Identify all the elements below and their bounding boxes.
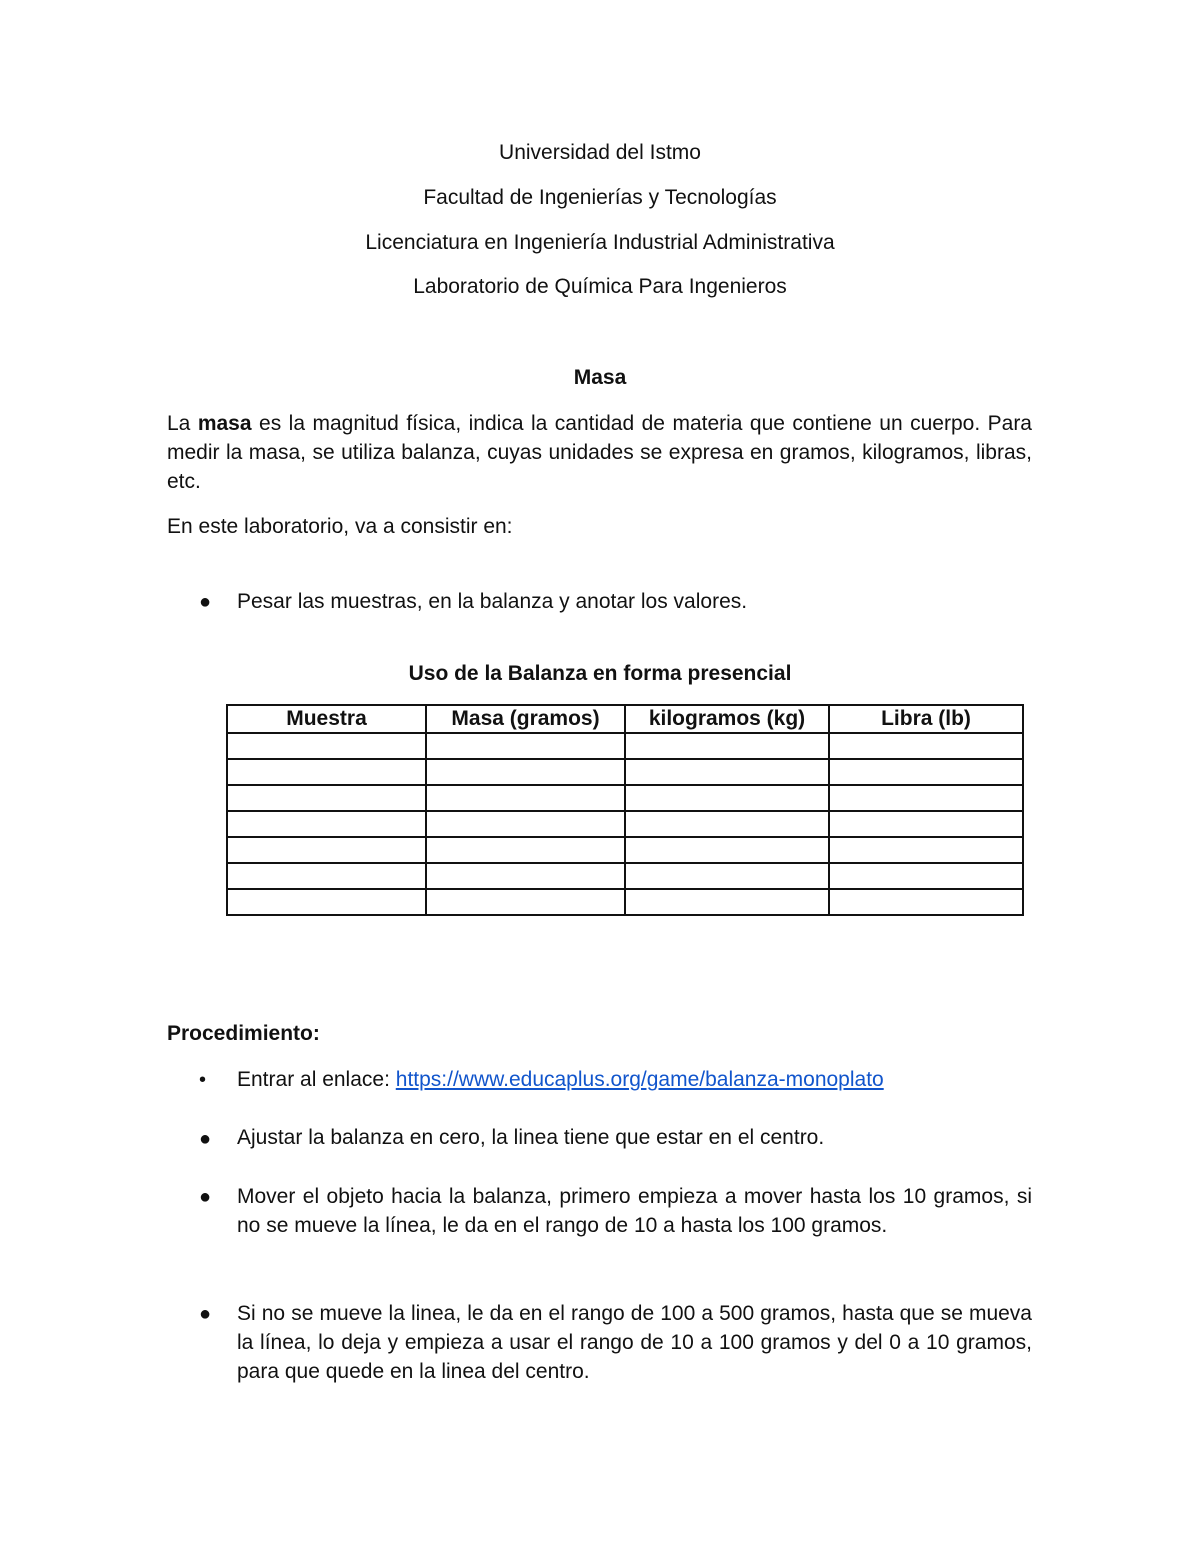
column-header-libra: Libra (lb) [829, 705, 1023, 733]
step-adjust-range: Si no se mueve la linea, le da en el rango de 100 a 500 gramos, hasta que se mueva la línea, lo deja y empieza a usar el rango de 10 a 100 gramos y del 0 a 10 gramos, para que quede en la linea del centro. [237, 1302, 1032, 1383]
column-header-muestra: Muestra [227, 705, 426, 733]
step-move-object: Mover el objeto hacia la balanza, primero empieza a mover hasta los 10 gramos, si no se mueve la línea, le da en el rango de 10 a hasta los 100 gramos. [237, 1185, 1032, 1237]
table-cell[interactable] [227, 785, 426, 811]
bullet-weigh-samples: Pesar las muestras, en la balanza y anotar los valores. [237, 590, 748, 613]
table-row [227, 863, 1023, 889]
table-header-row [227, 705, 1023, 733]
table-row [227, 811, 1023, 837]
faculty-name: Facultad de Ingenierías y Tecnologías [423, 186, 777, 209]
university-name: Universidad del Istmo [499, 141, 701, 164]
section-title-masa: Masa [573, 366, 627, 389]
table-cell[interactable] [625, 889, 829, 915]
table-cell[interactable] [227, 811, 426, 837]
table-cell[interactable] [625, 759, 829, 785]
table-row [227, 837, 1023, 863]
table-cell[interactable] [426, 837, 625, 863]
table-row [227, 733, 1023, 759]
table-cell[interactable] [625, 863, 829, 889]
bullet-icon: • [199, 1069, 207, 1091]
masa-definition-paragraph [167, 409, 1032, 496]
table-cell[interactable] [829, 863, 1023, 889]
table-row [227, 889, 1023, 915]
lab-name: Laboratorio de Química Para Ingenieros [413, 275, 787, 298]
table-row [227, 785, 1023, 811]
balance-data-table [226, 704, 1024, 916]
bullet-icon: ● [199, 1186, 212, 1208]
table-row [227, 759, 1023, 785]
table-cell[interactable] [829, 733, 1023, 759]
step-open-link [237, 1065, 1032, 1094]
lab-intro-text: En este laboratorio, va a consistir en: [167, 515, 513, 538]
table-cell[interactable] [426, 759, 625, 785]
step-1-prefix: Entrar al enlace: [237, 1068, 396, 1091]
step-zero-balance: Ajustar la balanza en cero, la linea tiene que estar en el centro. [237, 1126, 825, 1149]
table-cell[interactable] [829, 837, 1023, 863]
section-title-procedimiento: Procedimiento: [167, 1022, 320, 1045]
table-cell[interactable] [829, 889, 1023, 915]
educaplus-link[interactable]: https://www.educaplus.org/game/balanza-monoplato [395, 1068, 884, 1091]
table-cell[interactable] [426, 733, 625, 759]
column-header-kilogramos: kilogramos (kg) [625, 705, 829, 733]
table-cell[interactable] [625, 785, 829, 811]
bullet-icon: ● [199, 1303, 212, 1325]
table-cell[interactable] [426, 863, 625, 889]
table-cell[interactable] [625, 811, 829, 837]
table-cell[interactable] [227, 837, 426, 863]
degree-name: Licenciatura en Ingeniería Industrial Administrativa [365, 231, 835, 254]
table-title: Uso de la Balanza en forma presencial [408, 662, 792, 685]
table-cell[interactable] [227, 889, 426, 915]
table-cell[interactable] [829, 785, 1023, 811]
table-cell[interactable] [829, 811, 1023, 837]
table-cell[interactable] [625, 733, 829, 759]
masa-intro-bold: masa [197, 412, 252, 435]
table-cell[interactable] [625, 837, 829, 863]
masa-intro-prefix: La [167, 412, 198, 435]
table-cell[interactable] [227, 733, 426, 759]
table-cell[interactable] [227, 863, 426, 889]
table-cell[interactable] [227, 759, 426, 785]
masa-intro-rest: es la magnitud física, indica la cantidad de materia que contiene un cuerpo. Para medir la masa, se utiliza balanza, cuyas unidades se expresa en gramos, kilogramos, libras, etc. [167, 412, 1032, 493]
table-cell[interactable] [426, 785, 625, 811]
table-cell[interactable] [426, 811, 625, 837]
bullet-icon: ● [199, 1128, 212, 1150]
table-cell[interactable] [829, 759, 1023, 785]
column-header-masa-gramos: Masa (gramos) [426, 705, 625, 733]
table-cell[interactable] [426, 889, 625, 915]
bullet-icon: ● [199, 591, 212, 613]
